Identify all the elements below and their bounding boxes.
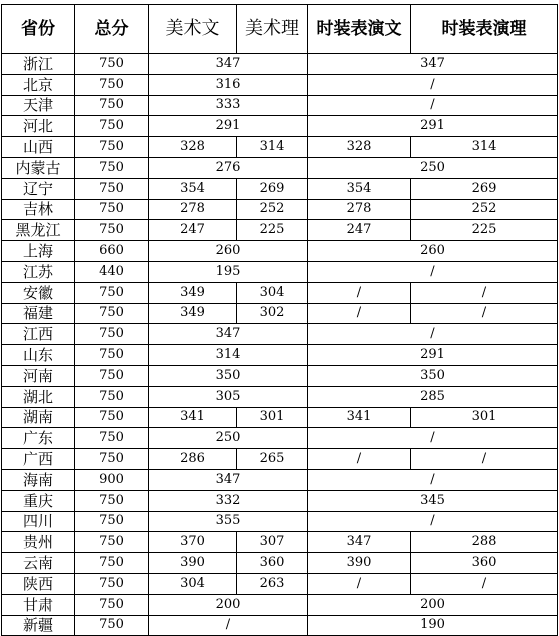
fashion-arts-score-cell: 390 <box>308 553 411 574</box>
fashion-score-cell: 291 <box>308 345 558 366</box>
table-row <box>2 199 558 220</box>
art-arts-score-cell: 247 <box>149 220 237 241</box>
province-cell: 黑龙江 <box>2 220 75 241</box>
total-score-cell: 750 <box>75 490 149 511</box>
fashion-arts-score-cell: / <box>308 282 411 303</box>
art-arts-score-cell: 354 <box>149 178 237 199</box>
art-sci-score-cell: 304 <box>237 282 308 303</box>
province-cell: 贵州 <box>2 532 75 553</box>
art-sci-score-cell: 252 <box>237 199 308 220</box>
province-cell: 湖北 <box>2 386 75 407</box>
art-score-cell: 333 <box>149 95 308 116</box>
table-row <box>2 573 558 594</box>
province-cell: 重庆 <box>2 490 75 511</box>
total-score-cell: 750 <box>75 615 149 636</box>
total-score-cell: 750 <box>75 324 149 345</box>
table-row <box>2 241 558 262</box>
province-cell: 北京 <box>2 74 75 95</box>
art-score-cell: 316 <box>149 74 308 95</box>
table-row <box>2 178 558 199</box>
fashion-score-cell: / <box>308 95 558 116</box>
total-score-cell: 750 <box>75 532 149 553</box>
table-row <box>2 428 558 449</box>
art-arts-score-cell: 304 <box>149 573 237 594</box>
table-row <box>2 137 558 158</box>
art-score-cell: 350 <box>149 365 308 386</box>
total-score-cell: 750 <box>75 407 149 428</box>
total-score-cell: 750 <box>75 573 149 594</box>
art-score-cell: 314 <box>149 345 308 366</box>
province-cell: 福建 <box>2 303 75 324</box>
table-row <box>2 594 558 615</box>
fashion-score-cell: 350 <box>308 365 558 386</box>
art-score-cell: 195 <box>149 261 308 282</box>
table-row <box>2 532 558 553</box>
fashion-arts-score-cell: 347 <box>308 532 411 553</box>
art-sci-score-cell: 263 <box>237 573 308 594</box>
art-arts-score-cell: 286 <box>149 449 237 470</box>
total-score-cell: 750 <box>75 303 149 324</box>
header-art-arts: 美术文 <box>149 5 237 54</box>
header-row <box>2 5 558 54</box>
art-sci-score-cell: 360 <box>237 553 308 574</box>
province-cell: 广东 <box>2 428 75 449</box>
art-sci-score-cell: 307 <box>237 532 308 553</box>
fashion-arts-score-cell: 278 <box>308 199 411 220</box>
art-score-cell: 332 <box>149 490 308 511</box>
total-score-cell: 750 <box>75 95 149 116</box>
total-score-cell: 750 <box>75 220 149 241</box>
total-score-cell: 750 <box>75 137 149 158</box>
province-cell: 湖南 <box>2 407 75 428</box>
art-score-cell: 260 <box>149 241 308 262</box>
fashion-sci-score-cell: / <box>411 449 558 470</box>
fashion-arts-score-cell: / <box>308 303 411 324</box>
table-row <box>2 407 558 428</box>
fashion-sci-score-cell: 225 <box>411 220 558 241</box>
art-arts-score-cell: 328 <box>149 137 237 158</box>
table-row <box>2 511 558 532</box>
fashion-sci-score-cell: 360 <box>411 553 558 574</box>
fashion-sci-score-cell: 314 <box>411 137 558 158</box>
art-score-cell: 347 <box>149 54 308 75</box>
fashion-score-cell: 347 <box>308 54 558 75</box>
total-score-cell: 750 <box>75 428 149 449</box>
total-score-cell: 750 <box>75 157 149 178</box>
total-score-cell: 750 <box>75 449 149 470</box>
table-row <box>2 324 558 345</box>
fashion-sci-score-cell: 301 <box>411 407 558 428</box>
table-row <box>2 345 558 366</box>
total-score-cell: 750 <box>75 386 149 407</box>
fashion-sci-score-cell: / <box>411 573 558 594</box>
table-row <box>2 220 558 241</box>
art-arts-score-cell: 349 <box>149 282 237 303</box>
table-row <box>2 282 558 303</box>
total-score-cell: 750 <box>75 178 149 199</box>
art-score-cell: 355 <box>149 511 308 532</box>
table-row <box>2 157 558 178</box>
province-cell: 四川 <box>2 511 75 532</box>
art-sci-score-cell: 302 <box>237 303 308 324</box>
header-total: 总分 <box>75 5 149 54</box>
total-score-cell: 750 <box>75 74 149 95</box>
table-row <box>2 261 558 282</box>
fashion-sci-score-cell: / <box>411 282 558 303</box>
fashion-score-cell: 291 <box>308 116 558 137</box>
province-cell: 浙江 <box>2 54 75 75</box>
province-cell: 江苏 <box>2 261 75 282</box>
table-row <box>2 54 558 75</box>
table-row <box>2 490 558 511</box>
province-cell: 天津 <box>2 95 75 116</box>
art-sci-score-cell: 269 <box>237 178 308 199</box>
art-sci-score-cell: 314 <box>237 137 308 158</box>
province-cell: 广西 <box>2 449 75 470</box>
province-cell: 云南 <box>2 553 75 574</box>
fashion-arts-score-cell: 354 <box>308 178 411 199</box>
total-score-cell: 750 <box>75 54 149 75</box>
art-score-cell: 305 <box>149 386 308 407</box>
art-sci-score-cell: 265 <box>237 449 308 470</box>
total-score-cell: 750 <box>75 345 149 366</box>
total-score-cell: 750 <box>75 199 149 220</box>
fashion-score-cell: 285 <box>308 386 558 407</box>
fashion-score-cell: 190 <box>308 615 558 636</box>
province-cell: 新疆 <box>2 615 75 636</box>
fashion-score-cell: / <box>308 428 558 449</box>
province-cell: 安徽 <box>2 282 75 303</box>
art-score-cell: 291 <box>149 116 308 137</box>
art-score-cell: 347 <box>149 324 308 345</box>
art-sci-score-cell: 301 <box>237 407 308 428</box>
score-table <box>1 4 558 636</box>
table-row <box>2 615 558 636</box>
header-fashion-sci: 时装表演理 <box>411 5 558 54</box>
province-cell: 陕西 <box>2 573 75 594</box>
table-row <box>2 386 558 407</box>
table-row <box>2 553 558 574</box>
art-score-cell: 347 <box>149 469 308 490</box>
table-row <box>2 116 558 137</box>
fashion-arts-score-cell: 247 <box>308 220 411 241</box>
total-score-cell: 750 <box>75 116 149 137</box>
fashion-sci-score-cell: 288 <box>411 532 558 553</box>
fashion-score-cell: 345 <box>308 490 558 511</box>
province-cell: 上海 <box>2 241 75 262</box>
table-row <box>2 469 558 490</box>
province-cell: 河南 <box>2 365 75 386</box>
province-cell: 吉林 <box>2 199 75 220</box>
fashion-score-cell: / <box>308 511 558 532</box>
fashion-score-cell: 200 <box>308 594 558 615</box>
art-sci-score-cell: 225 <box>237 220 308 241</box>
art-arts-score-cell: 278 <box>149 199 237 220</box>
header-province: 省份 <box>2 5 75 54</box>
province-cell: 河北 <box>2 116 75 137</box>
art-score-cell: 250 <box>149 428 308 449</box>
fashion-score-cell: 250 <box>308 157 558 178</box>
art-score-cell: / <box>149 615 308 636</box>
total-score-cell: 750 <box>75 553 149 574</box>
province-cell: 辽宁 <box>2 178 75 199</box>
art-score-cell: 276 <box>149 157 308 178</box>
province-cell: 江西 <box>2 324 75 345</box>
fashion-score-cell: / <box>308 261 558 282</box>
art-arts-score-cell: 341 <box>149 407 237 428</box>
total-score-cell: 750 <box>75 511 149 532</box>
total-score-cell: 750 <box>75 282 149 303</box>
table-row <box>2 95 558 116</box>
fashion-sci-score-cell: 269 <box>411 178 558 199</box>
fashion-arts-score-cell: 341 <box>308 407 411 428</box>
fashion-score-cell: / <box>308 74 558 95</box>
fashion-sci-score-cell: 252 <box>411 199 558 220</box>
art-arts-score-cell: 390 <box>149 553 237 574</box>
total-score-cell: 900 <box>75 469 149 490</box>
fashion-sci-score-cell: / <box>411 303 558 324</box>
fashion-arts-score-cell: 328 <box>308 137 411 158</box>
art-arts-score-cell: 370 <box>149 532 237 553</box>
table-row <box>2 74 558 95</box>
province-cell: 内蒙古 <box>2 157 75 178</box>
table-row <box>2 365 558 386</box>
header-art-sci: 美术理 <box>237 5 308 54</box>
header-fashion-arts: 时装表演文 <box>308 5 411 54</box>
fashion-score-cell: 260 <box>308 241 558 262</box>
total-score-cell: 750 <box>75 594 149 615</box>
table-row <box>2 303 558 324</box>
fashion-arts-score-cell: / <box>308 573 411 594</box>
province-cell: 甘肃 <box>2 594 75 615</box>
art-score-cell: 200 <box>149 594 308 615</box>
province-cell: 海南 <box>2 469 75 490</box>
total-score-cell: 660 <box>75 241 149 262</box>
fashion-score-cell: / <box>308 469 558 490</box>
province-cell: 山东 <box>2 345 75 366</box>
total-score-cell: 750 <box>75 365 149 386</box>
art-arts-score-cell: 349 <box>149 303 237 324</box>
table-row <box>2 449 558 470</box>
fashion-score-cell: / <box>308 324 558 345</box>
province-cell: 山西 <box>2 137 75 158</box>
fashion-arts-score-cell: / <box>308 449 411 470</box>
total-score-cell: 440 <box>75 261 149 282</box>
